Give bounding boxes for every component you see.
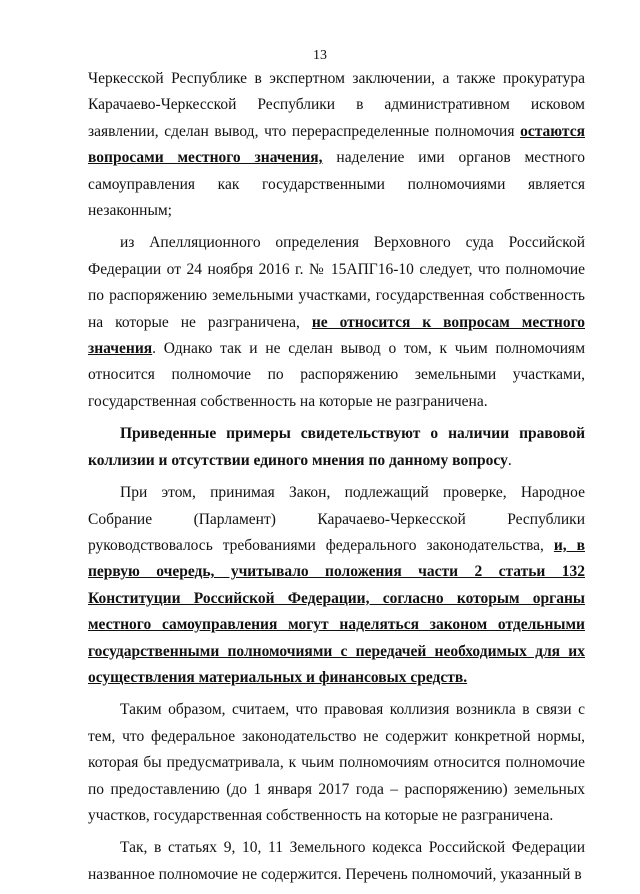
emphasis-underlined: остаются вопросами местного значения, <box>88 122 585 167</box>
page-number: 13 <box>313 48 327 63</box>
text-run: . <box>507 451 512 469</box>
paragraph-4 <box>88 480 585 691</box>
text-run: из Апелляционного определения Верховного суда Российской Федерации от 24 ноября 2016 г. № 15АПГ16-10 следует, что полномочие по распоряжению земельными участками, государственная собственность на которые не разграничена, <box>88 234 585 331</box>
paragraph-1 <box>88 66 585 224</box>
emphasis-bold: Приведенные примеры свидетельствуют о наличии правовой коллизии и отсутствии единого мнения по данному вопросу <box>88 425 585 469</box>
paragraph-5 <box>88 697 585 829</box>
text-run: Таким образом, считаем, что правовая коллизия возникла в связи с тем, что федеральное законодательство не содержит конкретной нормы, которая бы предусматривала, к чьим полномочиям относится полномочие по предоставлению (до 1 января 2017 года – распоряжению) земельных участков, государственная собственность на которые не разграничена. <box>88 701 585 824</box>
paragraph-3 <box>88 421 585 474</box>
emphasis-underlined: и, в первую очередь, учитывало положения части 2 статьи 132 Конституции Российской Федерации, согласно которым органы местного самоуправления могут наделяться законом отдельными государственными полномочиями с передачей необходимых для их осуществления материальных и финансовых средств. <box>88 536 586 686</box>
text-run: . Однако так и не сделан вывод о том, к чьим полномочиям относится полномочие по распоряжению земельными участками, государственная собственность на которые не разграничена. <box>88 340 585 410</box>
text-run: наделение ими органов местного самоуправления как государственными полномочиями является незаконным; <box>88 149 585 220</box>
text-run: Черкесской Республике в экспертном заключении, а также прокуратура Карачаево-Черкесской Республики в административном исковом заявлении, сделан вывод, что перераспределенные полномочия <box>88 70 585 140</box>
text-run: Так, в статьях 9, 10, 11 Земельного кодекса Российской Федерации названное полномочие не содержится. Перечень полномочий, указанный в <box>88 839 585 883</box>
paragraph-6 <box>88 835 585 888</box>
document-body <box>88 66 585 888</box>
text-run: При этом, принимая Закон, подлежащий проверке, Народное Собрание (Парламент) Карачаево-Черкесской Республики руководствовалось требованиями федерального законодательства, <box>88 484 585 554</box>
paragraph-2 <box>88 230 585 415</box>
emphasis-underlined: не относится к вопросам местного значения <box>88 313 586 358</box>
